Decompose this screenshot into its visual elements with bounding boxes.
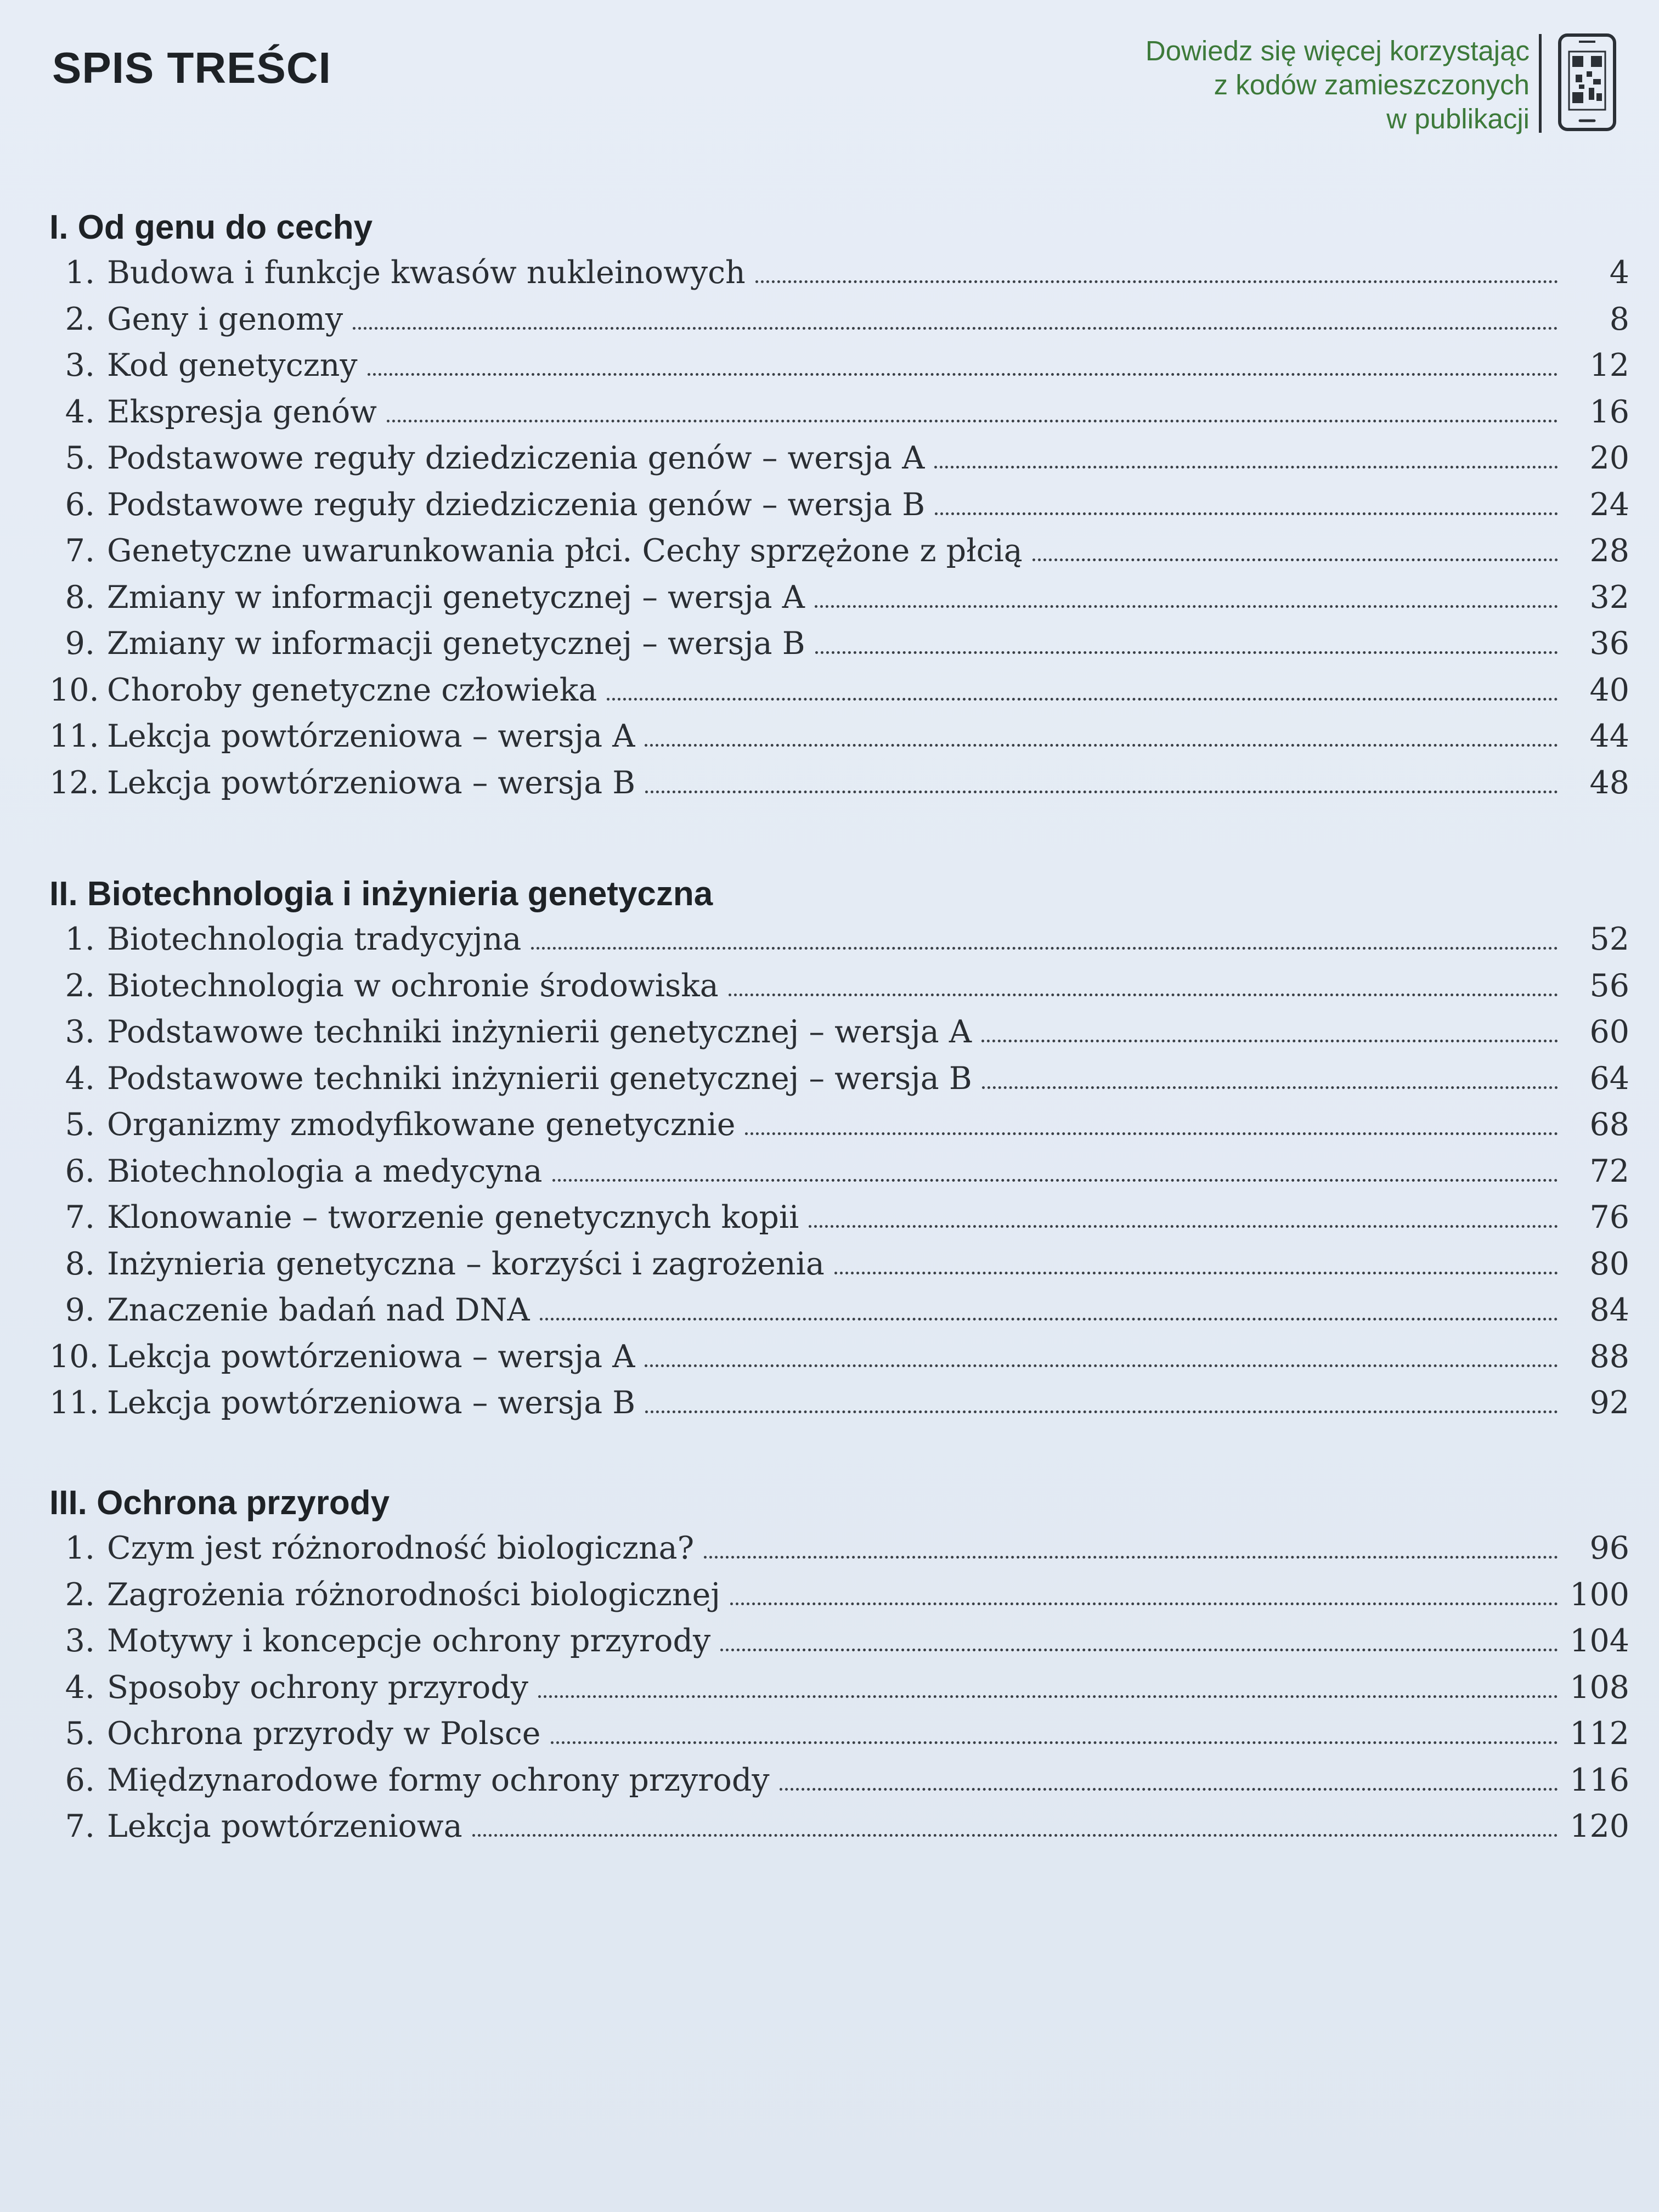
toc-entry-page: 24 bbox=[1589, 486, 1629, 523]
dot-leader bbox=[729, 994, 1558, 996]
toc-entry[interactable] bbox=[49, 1014, 1629, 1060]
toc-entry[interactable] bbox=[49, 1107, 1629, 1153]
toc-entry-number: 12. bbox=[49, 764, 99, 801]
toc-entry-number: 8. bbox=[65, 579, 95, 616]
toc-entry-title: Geny i genomy bbox=[107, 301, 343, 337]
dot-leader bbox=[934, 466, 1558, 469]
toc-entry-page: 76 bbox=[1589, 1199, 1629, 1235]
toc-entry-page: 92 bbox=[1589, 1385, 1629, 1421]
toc-entry[interactable] bbox=[49, 765, 1629, 811]
dot-leader bbox=[368, 373, 1558, 376]
toc-entry-title: Biotechnologia a medycyna bbox=[107, 1153, 543, 1189]
toc-entry-title: Sposoby ochrony przyrody bbox=[107, 1669, 528, 1706]
toc-entry-title: Lekcja powtórzeniowa – wersja B bbox=[107, 1385, 636, 1421]
toc-entry[interactable] bbox=[49, 1577, 1629, 1623]
toc-entry-number: 7. bbox=[65, 533, 95, 569]
toc-entry-page: 16 bbox=[1589, 393, 1629, 430]
toc-entry-number: 7. bbox=[65, 1199, 95, 1235]
toc-entry-number: 9. bbox=[65, 625, 95, 662]
dot-leader bbox=[540, 1318, 1558, 1321]
dot-leader bbox=[472, 1834, 1558, 1837]
toc-entry-title: Klonowanie – tworzenie genetycznych kopii bbox=[107, 1199, 799, 1235]
toc-entry-number: 3. bbox=[65, 347, 95, 383]
dot-leader bbox=[552, 1179, 1559, 1182]
toc-entry-title: Choroby genetyczne człowieka bbox=[107, 672, 597, 708]
toc-entry[interactable] bbox=[49, 255, 1629, 301]
toc-entry[interactable] bbox=[49, 672, 1629, 719]
toc-entry[interactable] bbox=[49, 1716, 1629, 1762]
toc-entry-number: 9. bbox=[65, 1292, 95, 1328]
toc-entry-title: Podstawowe reguły dziedziczenia genów – wersja B bbox=[107, 486, 926, 523]
toc-entry-title: Inżynieria genetyczna – korzyści i zagrożenia bbox=[107, 1245, 825, 1282]
toc-entry-number: 4. bbox=[65, 1060, 95, 1097]
qr-note-divider bbox=[1539, 34, 1542, 133]
toc-entry[interactable] bbox=[49, 579, 1629, 626]
toc-entry-page: 56 bbox=[1589, 967, 1629, 1004]
toc-entry-page: 28 bbox=[1589, 533, 1629, 569]
toc-entry-number: 2. bbox=[65, 1576, 95, 1613]
toc-entry-number: 2. bbox=[65, 967, 95, 1004]
toc-entry[interactable] bbox=[49, 1060, 1629, 1107]
toc-entry-number: 1. bbox=[65, 921, 95, 957]
dot-leader bbox=[551, 1741, 1559, 1744]
toc-list bbox=[49, 921, 1629, 1431]
toc-entry-title: Zmiany w informacji genetycznej – wersja B bbox=[107, 625, 805, 662]
dot-leader bbox=[982, 1086, 1558, 1089]
toc-entry-title: Kod genetyczny bbox=[107, 347, 358, 383]
toc-entry-title: Budowa i funkcje kwasów nukleinowych bbox=[107, 255, 746, 291]
toc-entry-page: 72 bbox=[1589, 1153, 1629, 1189]
toc-entry-title: Międzynarodowe formy ochrony przyrody bbox=[107, 1762, 770, 1798]
toc-entry-number: 4. bbox=[65, 1669, 95, 1706]
toc-entry[interactable] bbox=[49, 394, 1629, 441]
toc-entry-page: 104 bbox=[1570, 1623, 1629, 1659]
toc-entry-title: Czym jest różnorodność biologiczna? bbox=[107, 1530, 695, 1566]
toc-entry-number: 6. bbox=[65, 1153, 95, 1189]
toc-entry[interactable] bbox=[49, 968, 1629, 1014]
toc-entry-page: 88 bbox=[1589, 1338, 1629, 1375]
toc-entry-title: Lekcja powtórzeniowa – wersja A bbox=[107, 718, 635, 754]
toc-entry-page: 100 bbox=[1570, 1576, 1629, 1613]
toc-list bbox=[49, 1530, 1629, 1855]
toc-entry-number: 5. bbox=[65, 440, 95, 476]
toc-entry[interactable] bbox=[49, 625, 1629, 672]
toc-entry-number: 10. bbox=[49, 672, 99, 708]
toc-entry-title: Znaczenie badań nad DNA bbox=[107, 1292, 530, 1328]
toc-entry-title: Lekcja powtórzeniowa – wersja A bbox=[107, 1338, 635, 1375]
toc-entry[interactable] bbox=[49, 718, 1629, 765]
toc-entry-title: Ekspresja genów bbox=[107, 393, 377, 430]
dot-leader bbox=[704, 1556, 1558, 1559]
section-heading: II. Biotechnologia i inżynieria genetyczna bbox=[49, 875, 713, 913]
dot-leader bbox=[815, 605, 1558, 608]
toc-entry-number: 4. bbox=[65, 393, 95, 430]
dot-leader bbox=[645, 1364, 1558, 1367]
toc-entry-page: 64 bbox=[1589, 1060, 1629, 1097]
toc-entry[interactable] bbox=[49, 1292, 1629, 1339]
dot-leader bbox=[538, 1695, 1558, 1698]
toc-entry-page: 120 bbox=[1570, 1808, 1629, 1844]
phone-qr-icon bbox=[1557, 33, 1617, 132]
toc-entry-number: 11. bbox=[49, 718, 99, 754]
toc-entry[interactable] bbox=[49, 301, 1629, 348]
toc-entry-number: 10. bbox=[49, 1338, 99, 1375]
toc-entry-page: 48 bbox=[1589, 764, 1629, 801]
dot-leader bbox=[1032, 558, 1558, 561]
qr-code-note bbox=[1146, 34, 1530, 136]
toc-entry-page: 80 bbox=[1589, 1245, 1629, 1282]
toc-entry-number: 5. bbox=[65, 1107, 95, 1143]
toc-entry-page: 60 bbox=[1589, 1014, 1629, 1050]
toc-entry-number: 1. bbox=[65, 1530, 95, 1566]
toc-entry-number: 6. bbox=[65, 486, 95, 523]
dot-leader bbox=[645, 744, 1558, 747]
toc-entry-number: 8. bbox=[65, 1245, 95, 1282]
toc-entry[interactable] bbox=[49, 347, 1629, 394]
toc-entry[interactable] bbox=[49, 1385, 1629, 1431]
toc-entry-page: 32 bbox=[1589, 579, 1629, 616]
toc-entry-page: 12 bbox=[1589, 347, 1629, 383]
toc-entry-title: Podstawowe techniki inżynierii genetycznej – wersja A bbox=[107, 1014, 972, 1050]
toc-section-3 bbox=[49, 1479, 1629, 1855]
toc-entry-title: Motywy i koncepcje ochrony przyrody bbox=[107, 1623, 711, 1659]
dot-leader bbox=[935, 512, 1558, 515]
toc-entry-page: 68 bbox=[1589, 1107, 1629, 1143]
toc-list bbox=[49, 255, 1629, 811]
toc-entry[interactable] bbox=[49, 1199, 1629, 1246]
toc-entry[interactable] bbox=[49, 1669, 1629, 1716]
dot-leader bbox=[809, 1225, 1558, 1228]
toc-entry[interactable] bbox=[49, 487, 1629, 533]
toc-entry-number: 3. bbox=[65, 1623, 95, 1659]
toc-entry-page: 116 bbox=[1570, 1762, 1629, 1798]
toc-entry-page: 36 bbox=[1589, 625, 1629, 662]
toc-entry[interactable] bbox=[49, 1246, 1629, 1293]
dot-leader bbox=[815, 651, 1558, 654]
toc-entry-title: Ochrona przyrody w Polsce bbox=[107, 1716, 541, 1752]
toc-entry-page: 40 bbox=[1589, 672, 1629, 708]
dot-leader bbox=[645, 1410, 1558, 1413]
toc-entry-title: Podstawowe reguły dziedziczenia genów – wersja A bbox=[107, 440, 925, 476]
toc-entry-title: Biotechnologia w ochronie środowiska bbox=[107, 967, 719, 1004]
qr-note-line: z kodów zamieszczonych bbox=[1214, 69, 1530, 100]
dot-leader bbox=[353, 327, 1558, 330]
toc-entry-page: 4 bbox=[1609, 255, 1629, 291]
dot-leader bbox=[755, 280, 1558, 283]
toc-entry-number: 1. bbox=[65, 255, 95, 291]
toc-entry-title: Lekcja powtórzeniowa bbox=[107, 1808, 462, 1844]
toc-entry-number: 7. bbox=[65, 1808, 95, 1844]
toc-entry-page: 44 bbox=[1589, 718, 1629, 754]
toc-entry-page: 20 bbox=[1589, 440, 1629, 476]
toc-section-2 bbox=[49, 870, 1629, 1431]
dot-leader bbox=[720, 1649, 1558, 1651]
toc-entry[interactable] bbox=[49, 1762, 1629, 1809]
toc-entry[interactable] bbox=[49, 533, 1629, 579]
toc-entry-number: 6. bbox=[65, 1762, 95, 1798]
toc-entry-page: 108 bbox=[1570, 1669, 1629, 1706]
toc-entry-title: Podstawowe techniki inżynierii genetycznej – wersja B bbox=[107, 1060, 972, 1097]
toc-entry-number: 11. bbox=[49, 1385, 99, 1421]
toc-entry-page: 8 bbox=[1609, 301, 1629, 337]
toc-entry-number: 5. bbox=[65, 1716, 95, 1752]
dot-leader bbox=[981, 1040, 1558, 1042]
toc-entry[interactable] bbox=[49, 1530, 1629, 1577]
section-heading: I. Od genu do cechy bbox=[49, 208, 373, 246]
toc-entry-page: 112 bbox=[1570, 1716, 1629, 1752]
toc-entry[interactable] bbox=[49, 440, 1629, 487]
dot-leader bbox=[730, 1602, 1558, 1605]
toc-entry-page: 52 bbox=[1589, 921, 1629, 957]
dot-leader bbox=[607, 698, 1558, 701]
toc-entry-title: Lekcja powtórzeniowa – wersja B bbox=[107, 764, 636, 801]
dot-leader bbox=[780, 1788, 1558, 1791]
page-title: SPIS TREŚCI bbox=[52, 43, 331, 92]
dot-leader bbox=[834, 1272, 1558, 1274]
toc-entry-title: Zagrożenia różnorodności biologicznej bbox=[107, 1576, 721, 1613]
toc-entry-title: Genetyczne uwarunkowania płci. Cechy sprzężone z płcią bbox=[107, 533, 1023, 569]
toc-entry[interactable] bbox=[49, 1808, 1629, 1855]
qr-note-line: w publikacji bbox=[1386, 103, 1530, 134]
dot-leader bbox=[531, 947, 1558, 950]
toc-entry[interactable] bbox=[49, 1623, 1629, 1669]
dot-leader bbox=[645, 791, 1558, 793]
toc-entry-number: 3. bbox=[65, 1014, 95, 1050]
toc-entry-title: Organizmy zmodyfikowane genetycznie bbox=[107, 1107, 736, 1143]
qr-note-line: Dowiedz się więcej korzystając bbox=[1145, 35, 1530, 66]
dot-leader bbox=[387, 420, 1558, 422]
toc-entry-title: Zmiany w informacji genetycznej – wersja A bbox=[107, 579, 805, 616]
toc-entry[interactable] bbox=[49, 1153, 1629, 1200]
toc-entry-number: 2. bbox=[65, 301, 95, 337]
toc-entry-page: 84 bbox=[1589, 1292, 1629, 1328]
toc-entry[interactable] bbox=[49, 921, 1629, 968]
dot-leader bbox=[745, 1132, 1558, 1135]
toc-entry[interactable] bbox=[49, 1339, 1629, 1385]
section-heading: III. Ochrona przyrody bbox=[49, 1484, 390, 1522]
toc-entry-page: 96 bbox=[1589, 1530, 1629, 1566]
toc-section-1 bbox=[49, 203, 1629, 811]
toc-entry-title: Biotechnologia tradycyjna bbox=[107, 921, 522, 957]
